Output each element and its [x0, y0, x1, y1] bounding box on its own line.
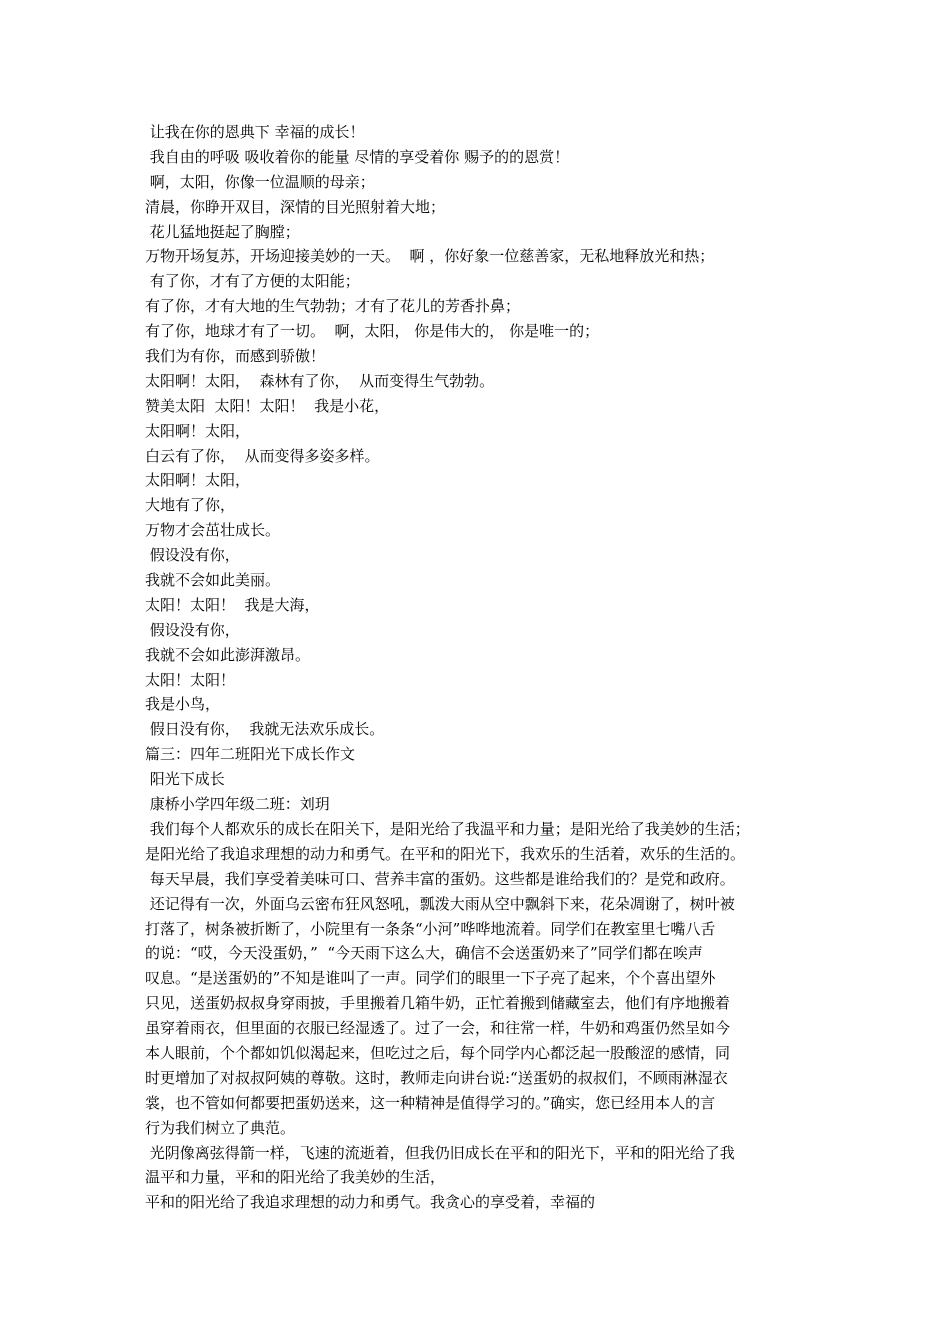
text-line: 太阳啊！太阳，: [145, 421, 251, 440]
text-line: 清晨，你睁开双目，深情的目光照射着大地；: [145, 197, 446, 216]
paragraph-line: 是阳光给了我追求理想的动力和勇气。在平和的阳光下，我欢乐的生活着，欢乐的生活的。: [145, 844, 746, 863]
paragraph-line: 打落了，树条被折断了，小院里有一条条“小河”哗哗地流着。同学们在教室里七嘴八舌: [145, 919, 716, 938]
text-block: [145, 120, 817, 1215]
paragraph-line: 我们每个人都欢乐的成长在阳关下，是阳光给了我温平和力量；是阳光给了我美妙的生活；: [145, 819, 750, 838]
text-line: 太阳！太阳！ 我是大海，: [145, 595, 320, 614]
text-line: 有了你，才有大地的生气勃勃；才有了花儿的芳香扑鼻；: [145, 297, 521, 316]
text-line: 假日没有你， 我就无法欢乐成长。: [145, 720, 385, 739]
text-line: 我们为有你，而感到骄傲！: [145, 347, 326, 366]
text-line: 万物才会茁壮成长。: [145, 521, 281, 540]
paragraph-line: 叹息。“是送蛋奶的”不知是谁叫了一声。同学们的眼里一下子亮了起来，个个喜出望外: [145, 969, 716, 988]
paragraph-line: 裳，也不管如何都要把蛋奶送来，这一种精神是值得学习的。”确实，您已经用本人的言: [145, 1093, 716, 1112]
text-line: 我是小鸟，: [145, 695, 221, 714]
paragraph-line: 的说：“哎，今天没蛋奶，” “今天雨下这么大，确信不会送蛋奶来了”同学们都在唉声: [145, 944, 703, 963]
paragraph-line: 每天早晨，我们享受着美味可口、营养丰富的蛋奶。这些都是谁给我们的？是党和政府。: [145, 869, 735, 888]
text-line: 篇三：四年二班阳光下成长作文: [145, 745, 356, 764]
text-line: 啊，太阳，你像一位温顺的母亲；: [145, 172, 375, 191]
essay-body: [145, 817, 817, 1215]
paragraph-line: 温平和力量，平和的阳光给了我美妙的生活，: [145, 1168, 446, 1187]
text-line: 花儿猛地挺起了胸膛；: [145, 222, 300, 241]
text-line: 我就不会如此美丽。: [145, 571, 281, 590]
text-line: 大地有了你，: [145, 496, 236, 515]
text-line: 让我在你的恩典下 幸福的成长！: [145, 123, 365, 141]
text-line: 有了你，才有了方便的太阳能；: [145, 272, 360, 291]
text-line: 太阳！太阳！: [145, 670, 236, 689]
paragraph-line: 时更增加了对叔叔阿姨的尊敬。这时，教师走向讲台说:“送蛋奶的叔叔们，不顾雨淋湿衣: [145, 1068, 728, 1087]
text-line: 阳光下成长: [145, 770, 225, 789]
text-line: 假设没有你，: [145, 546, 240, 565]
paragraph-line: 只见，送蛋奶叔叔身穿雨披，手里搬着几箱牛奶，正忙着搬到储藏室去，他们有序地搬着: [145, 994, 731, 1013]
paragraph-line: 平和的阳光给了我追求理想的动力和勇气。我贪心的享受着，幸福的: [145, 1193, 596, 1212]
text-line: 我就不会如此澎湃激昂。: [145, 645, 311, 664]
paragraph-line: 行为我们树立了典范。: [145, 1118, 296, 1137]
text-line: 我自由的呼吸 吸收着你的能量 尽情的享受着你 赐予的的恩赏！: [145, 147, 570, 166]
text-line: 白云有了你， 从而变得多姿多样。: [145, 446, 380, 465]
text-line: 有了你，地球才有了一切。 啊，太阳， 你是伟大的， 你是唯一的；: [145, 322, 600, 341]
text-line: 太阳啊！太阳， 森林有了你， 从而变得生气勃勃。: [145, 371, 495, 390]
poem-section: [145, 120, 817, 817]
paragraph-line: 光阴像离弦得箭一样，飞速的流逝着，但我仍旧成长在平和的阳光下，平和的阳光给了我: [145, 1143, 735, 1162]
text-line: 万物开场复苏，开场迎接美妙的一天。 啊 ，你好象一位慈善家，无私地释放光和热；: [145, 247, 715, 266]
text-line: 太阳啊！太阳，: [145, 471, 251, 490]
text-line: 康桥小学四年级二班：刘玥: [145, 795, 330, 814]
text-line: 赞美太阳 太阳！太阳！ 我是小花，: [145, 396, 390, 415]
paragraph-line: 虽穿着雨衣，但里面的衣服已经湿透了。过了一会，和往常一样，牛奶和鸡蛋仍然呈如今: [145, 1019, 731, 1038]
text-line: 假设没有你，: [145, 620, 240, 639]
paragraph-line: 还记得有一次，外面乌云密布狂风怒吼，瓢泼大雨从空中飘斜下来，花朵凋谢了，树叶被: [145, 894, 735, 913]
paragraph-line: 本人眼前，个个都如饥似渴起来，但吃过之后，每个同学内心都泛起一股酸涩的感情，同: [145, 1043, 731, 1062]
